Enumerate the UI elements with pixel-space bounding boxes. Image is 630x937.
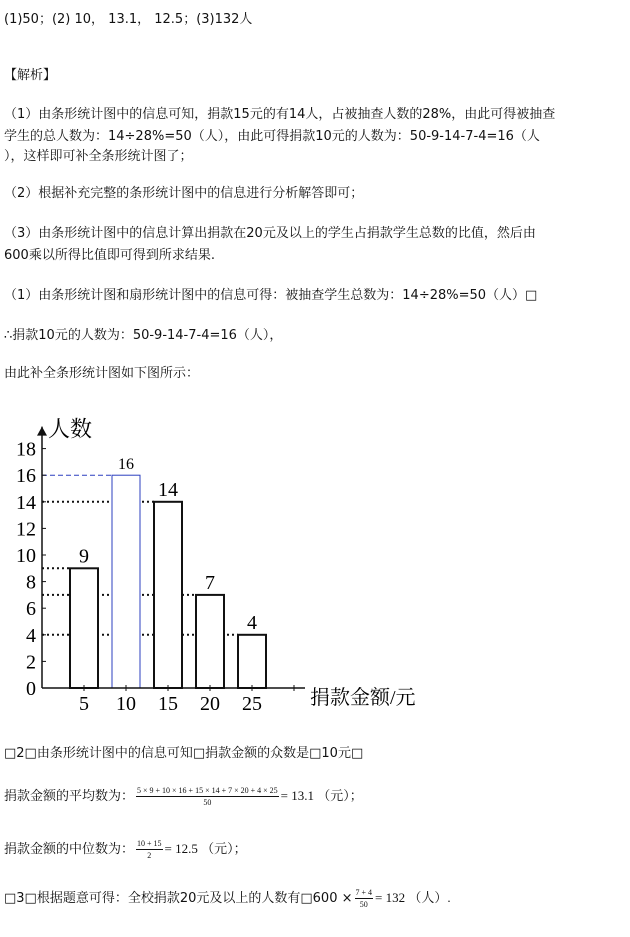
y-tick-label: 2 [26,651,36,674]
bar [70,568,98,688]
question-2: □2□由条形统计图中的信息可知□捐款金额的众数是□10元□ [4,746,364,761]
x-tick-label: 25 [242,693,262,715]
y-tick-label: 12 [16,518,36,541]
y-tick-label: 0 [26,678,36,700]
y-tick-label: 10 [16,545,36,567]
solution-3: 由此补全条形统计图如下图所示： [4,366,200,381]
y-tick-label: 18 [16,438,36,461]
x-tick-label: 15 [158,693,178,715]
analysis-p1-a: （1）由条形统计图中的信息可知，捐款15元的有14人，占被抽查人数的28%，由此可得被抽查 [4,107,556,122]
q3-fraction [355,887,374,910]
y-tick-label: 16 [16,465,36,488]
y-tick-label: 6 [26,598,36,621]
solution-1: （1）由条形统计图和扇形统计图中的信息可得：被抽查学生总数为：14÷28%=50（人）□ [4,288,538,303]
x-tick-label: 20 [200,693,220,715]
median-fraction [136,838,163,861]
analysis-p2: （2）根据补充完整的条形统计图中的信息进行分析解答即可； [4,186,364,201]
analysis-p1-b: 学生的总人数为：14÷28%=50（人），由此可得捐款10元的人数为：50-9-14-7-4=16（人 [4,129,540,144]
q3-result: = 132 （人）. [375,890,451,905]
bar-value-label: 16 [118,456,134,474]
bar-value-label: 7 [205,571,215,594]
y-tick-label: 14 [16,491,36,514]
y-tick-label: 4 [26,624,36,647]
bar [112,475,140,688]
bar-chart [0,400,630,730]
mean-fraction [136,785,279,808]
y-tick-label: 8 [26,571,36,594]
x-tick-label: 10 [116,693,136,715]
mean-result: = 13.1 （元）； [280,788,363,803]
analysis-p3-a: （3）由条形统计图中的信息计算出捐款在20元及以上的学生占捐款学生总数的比值，然后由 [4,226,536,241]
question-3-line [4,887,451,910]
y-axis-label: 人数 [48,416,93,442]
q3-numerator: 7 + 4 [355,888,373,897]
bar-value-label: 4 [247,611,257,634]
mean-label: 捐款金额的平均数为： [4,789,135,804]
y-axis-arrow [37,427,47,436]
median-numerator: 10 + 15 [137,839,162,848]
bar [196,595,224,688]
median-label: 捐款金额的中位数为： [4,842,135,857]
answer-line: (1)50；(2) 10， 13.1， 12.5；(3)132人 [4,12,253,27]
bar [238,635,266,688]
median-denominator: 2 [147,851,152,860]
bar-value-label: 9 [79,545,89,568]
analysis-header: 【解析】 [4,68,57,83]
mean-line [4,785,363,808]
median-line [4,838,247,861]
q3-label: □3□根据题意可得：全校捐款20元及以上的人数有□600 × [4,891,353,906]
x-axis-label: 捐款金额/元 [310,687,416,709]
median-result: = 12.5 （元）； [164,841,247,856]
analysis-p3-b: 600乘以所得比值即可得到所求结果. [4,248,215,263]
analysis-p1-c: ），这样即可补全条形统计图了； [4,149,193,164]
q3-denominator: 50 [359,900,368,909]
mean-numerator: 5 × 9 + 10 × 16 + 15 × 14 + 7 × 20 + 4 × 25 [137,786,278,795]
bar-value-label: 14 [158,478,178,501]
mean-denominator: 50 [203,798,212,807]
bar [154,502,182,688]
solution-2: ∴捐款10元的人数为：50-9-14-7-4=16（人）， [4,328,283,343]
x-tick-label: 5 [79,693,89,715]
